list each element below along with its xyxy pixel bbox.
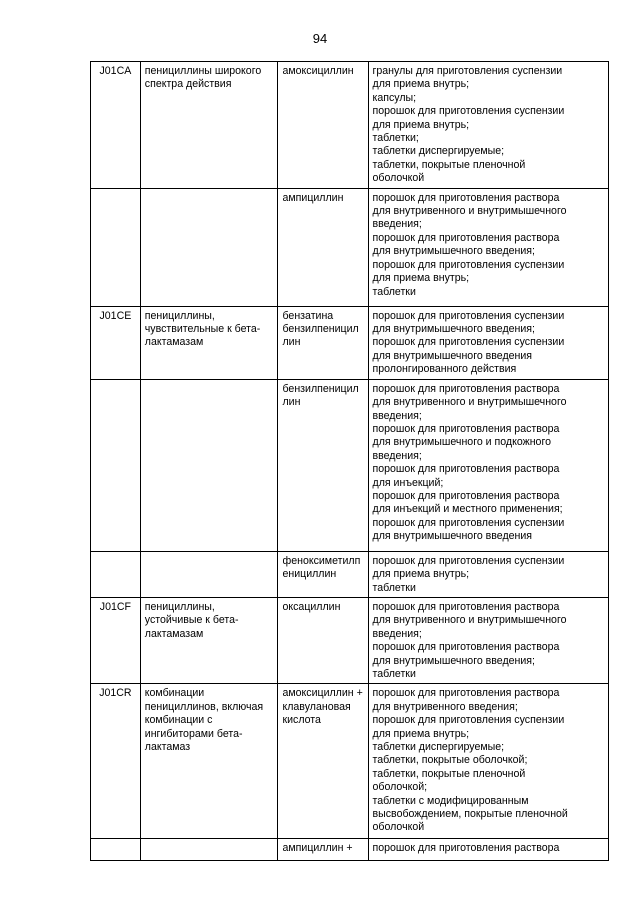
dosage-forms-line: порошок для приготовления раствора <box>372 641 560 654</box>
dosage-forms-line: для инъекций; <box>372 476 444 489</box>
dosage-forms-line: порошок для приготовления раствора <box>372 842 560 855</box>
pharmacological-group-cell <box>140 684 278 839</box>
drug-name-line: бензилпеницил <box>282 382 359 395</box>
drug-name-line: феноксиметилп <box>282 554 361 567</box>
dosage-forms-line: высвобождением, покрытые пленочной <box>372 808 568 820</box>
drug-name-line: лин <box>282 396 301 409</box>
dosage-forms-line: оболочкой; <box>372 781 428 794</box>
dosage-forms-cell <box>368 188 608 306</box>
drug-name-cell <box>278 379 368 551</box>
dosage-forms-line: таблетки диспергируемые; <box>372 145 505 158</box>
dosage-forms-line: таблетки, покрытые пленочной <box>372 767 526 780</box>
dosage-forms-line: для приема внутрь; <box>372 118 470 131</box>
dosage-forms-line: таблетки; <box>372 132 419 145</box>
table-row <box>91 379 609 551</box>
pharmacological-group-cell <box>140 379 278 551</box>
dosage-forms-line: порошок для приготовления суспензии <box>372 105 565 118</box>
drug-name-cell <box>278 551 368 597</box>
pharmacological-group-cell <box>140 188 278 306</box>
dosage-forms-line: для внутривенного и внутримышечного <box>372 205 567 218</box>
dosage-forms-line: порошок для приготовления суспензии <box>372 554 565 567</box>
drug-name-line: енициллин <box>282 568 337 581</box>
drug-name-line: бензилпеницил <box>282 323 359 336</box>
dosage-forms-line: введения; <box>372 409 422 422</box>
dosage-forms-line: для внутривенного введения; <box>372 700 518 713</box>
pharmacological-group-cell <box>140 62 278 189</box>
dosage-forms-cell <box>368 839 608 861</box>
dosage-forms-line: для приема внутрь; <box>372 272 470 285</box>
pharmacological-group-line: ингибиторами бета- <box>144 727 243 740</box>
atc-code-cell <box>91 839 141 861</box>
dosage-forms-line: таблетки диспергируемые; <box>372 740 505 753</box>
atc-code-cell <box>91 551 141 597</box>
dosage-forms-line: порошок для приготовления раствора <box>372 422 560 435</box>
dosage-forms-line: введения; <box>372 627 422 640</box>
pharmacological-group-line: устойчивые к бета- <box>144 614 239 627</box>
table-body <box>91 62 609 861</box>
atc-code-cell <box>91 188 141 306</box>
dosage-forms-cell <box>368 551 608 597</box>
table-row <box>91 551 609 597</box>
atc-code-cell: J01CF <box>91 597 141 683</box>
dosage-forms-line: гранулы для приготовления суспензии <box>372 65 563 77</box>
dosage-forms-line: для приема внутрь; <box>372 78 470 91</box>
pharmacological-group-cell <box>140 306 278 379</box>
dosage-forms-line: для инъекций и местного применения; <box>372 503 563 516</box>
table-row <box>91 306 609 379</box>
pharmacological-group-line: пенициллинов, включая <box>144 700 264 713</box>
dosage-forms-line: для внутривенного и внутримышечного <box>372 396 567 409</box>
pharmacological-group-line: спектра действия <box>144 78 232 91</box>
dosage-forms-line: для внутримышечного введения; <box>372 323 535 336</box>
dosage-forms-line: таблетки с модифицированным <box>372 794 529 807</box>
dosage-forms-line: для внутримышечного и подкожного <box>372 436 551 449</box>
pharmacological-group-line: пенициллины, <box>144 600 215 613</box>
dosage-forms-line: порошок для приготовления суспензии <box>372 516 565 529</box>
dosage-forms-cell <box>368 684 608 839</box>
dosage-forms-line: введения; <box>372 218 422 231</box>
dosage-forms-line: таблетки <box>372 667 416 680</box>
table-row <box>91 597 609 683</box>
dosage-forms-line: порошок для приготовления раствора <box>372 191 560 204</box>
pharmacological-group-line: чувствительные к бета- <box>144 323 261 336</box>
pharmacological-group-line: пенициллины, <box>144 309 215 322</box>
dosage-forms-line: для внутримышечного введения; <box>372 654 535 667</box>
dosage-forms-line: порошок для приготовления раствора <box>372 600 560 613</box>
pharmacological-group-line: лактамаз <box>144 740 191 753</box>
dosage-forms-cell <box>368 379 608 551</box>
pharmacological-group-line: пенициллины широкого <box>144 65 262 77</box>
dosage-forms-line: оболочкой <box>372 821 425 834</box>
dosage-forms-line: таблетки <box>372 581 416 594</box>
dosage-forms-line: капсулы; <box>372 91 417 104</box>
dosage-forms-line: таблетки, покрытые оболочкой; <box>372 754 528 767</box>
drug-name-cell <box>278 62 368 189</box>
dosage-forms-line: для приема внутрь; <box>372 727 470 740</box>
table-row <box>91 839 609 861</box>
dosage-forms-line: порошок для приготовления раствора <box>372 489 560 502</box>
dosage-forms-line: таблетки <box>372 285 416 298</box>
drug-name-cell <box>278 684 368 839</box>
pharmacological-group-line: лактамазам <box>144 336 204 349</box>
dosage-forms-line: для внутримышечного введения; <box>372 245 535 258</box>
drug-name-cell <box>278 306 368 379</box>
table-row <box>91 684 609 839</box>
drug-name-cell <box>278 188 368 306</box>
dosage-forms-line: оболочкой <box>372 172 425 185</box>
dosage-forms-cell <box>368 62 608 189</box>
dosage-forms-cell <box>368 306 608 379</box>
drug-name-cell <box>278 597 368 683</box>
pharmacological-group-cell <box>140 551 278 597</box>
dosage-forms-line: порошок для приготовления суспензии <box>372 258 565 271</box>
dosage-forms-line: для внутримышечного введения <box>372 530 533 543</box>
dosage-forms-line: для внутримышечного введения <box>372 349 533 362</box>
drug-name-line: бензатина <box>282 309 334 322</box>
atc-code-cell: J01CR <box>91 684 141 839</box>
drug-name-cell <box>278 839 368 861</box>
pharmacological-group-cell <box>140 597 278 683</box>
dosage-forms-line: порошок для приготовления раствора <box>372 382 560 395</box>
atc-code-cell <box>91 379 141 551</box>
drug-table <box>90 61 609 861</box>
drug-name-line: оксациллин <box>282 600 341 613</box>
dosage-forms-line: введения; <box>372 449 422 462</box>
pharmacological-group-line: лактамазам <box>144 627 204 640</box>
dosage-forms-line: таблетки, покрытые пленочной <box>372 158 526 171</box>
drug-name-line: амоксициллин <box>282 65 354 77</box>
drug-name-line: лин <box>282 336 301 349</box>
dosage-forms-line: пролонгированного действия <box>372 363 517 376</box>
dosage-forms-line: порошок для приготовления раствора <box>372 463 560 476</box>
dosage-forms-line: порошок для приготовления суспензии <box>372 714 565 727</box>
atc-code-cell: J01CE <box>91 306 141 379</box>
drug-name-line: ампициллин <box>282 191 344 204</box>
pharmacological-group-line: комбинации <box>144 687 205 700</box>
page-number: 94 <box>312 31 328 46</box>
drug-name-line: кислота <box>282 714 321 727</box>
dosage-forms-cell <box>368 597 608 683</box>
pharmacological-group-line: комбинации с <box>144 714 213 727</box>
drug-name-line: ампициллин + <box>282 842 353 855</box>
pharmacological-group-cell <box>140 839 278 861</box>
atc-code-cell: J01CA <box>91 62 141 189</box>
table-row <box>91 188 609 306</box>
dosage-forms-line: для приема внутрь; <box>372 568 470 581</box>
drug-name-line: амоксициллин + <box>282 687 363 700</box>
table-row <box>91 62 609 189</box>
drug-name-line: клавулановая <box>282 700 351 713</box>
dosage-forms-line: порошок для приготовления раствора <box>372 687 560 700</box>
dosage-forms-line: порошок для приготовления суспензии <box>372 336 565 349</box>
dosage-forms-line: порошок для приготовления раствора <box>372 231 560 244</box>
dosage-forms-line: порошок для приготовления суспензии <box>372 309 565 322</box>
dosage-forms-line: для внутривенного и внутримышечного <box>372 614 567 627</box>
